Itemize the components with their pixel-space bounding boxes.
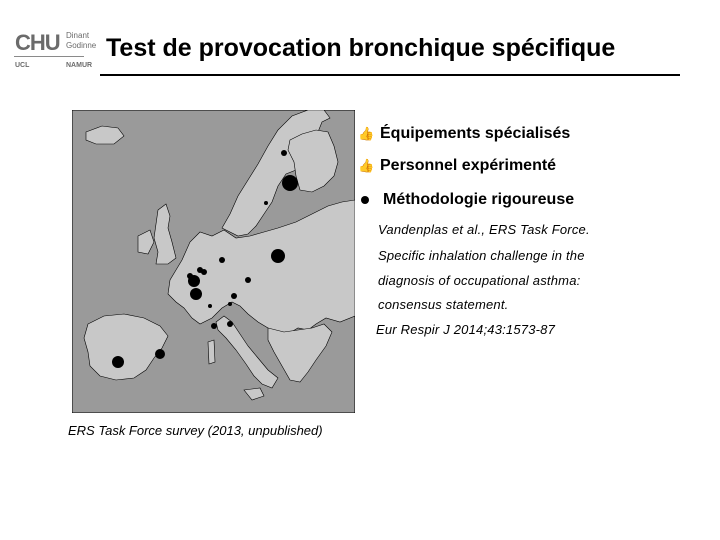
survey-marker	[231, 293, 237, 299]
bullet-methodology	[358, 191, 574, 209]
logo-namur-text: NAMUR	[66, 62, 93, 69]
survey-marker	[208, 304, 212, 308]
survey-marker	[211, 323, 217, 329]
survey-marker	[245, 277, 251, 283]
survey-marker	[271, 249, 285, 263]
survey-marker	[227, 321, 233, 327]
survey-marker	[282, 175, 298, 191]
logo-place-godinne: Godinne	[66, 41, 97, 50]
europe-map	[72, 110, 355, 413]
bullet-equipment	[358, 125, 570, 143]
survey-marker	[219, 257, 225, 263]
logo-place-dinant: Dinant	[66, 31, 90, 40]
survey-marker	[281, 150, 287, 156]
survey-marker	[201, 269, 207, 275]
survey-marker	[190, 288, 202, 300]
bullet-text: Équipements spécialisés	[380, 125, 571, 142]
survey-marker	[264, 201, 268, 205]
reference-line: diagnosis of occupational asthma:	[378, 273, 581, 288]
logo-divider	[14, 56, 84, 57]
title-underline	[100, 74, 680, 76]
bullet-text: Méthodologie rigoureuse	[383, 191, 575, 208]
slide-title: Test de provocation bronchique spécifique	[106, 34, 616, 62]
survey-marker	[228, 302, 232, 306]
survey-marker	[155, 349, 165, 359]
reference-line: Specific inhalation challenge in the	[378, 248, 585, 263]
thumbs-up-icon: 👍	[358, 126, 375, 141]
logo-chu-text: CHU	[15, 30, 60, 55]
map-land-corsica-sardinia	[208, 340, 215, 364]
reference-citation: Eur Respir J 2014;43:1573-87	[376, 322, 556, 337]
logo-ucl-text: UCL	[15, 62, 30, 69]
bullet-staff	[358, 157, 556, 175]
reference-line: Vandenplas et al., ERS Task Force.	[378, 222, 590, 237]
map-caption: ERS Task Force survey (2013, unpublished)	[68, 423, 323, 438]
bullet-text: Personnel expérimenté	[380, 157, 557, 174]
reference-line: consensus statement.	[378, 297, 509, 312]
thumbs-up-icon: 👍	[358, 158, 375, 173]
survey-marker	[187, 273, 193, 279]
dot-icon	[361, 196, 369, 204]
chu-logo	[12, 28, 97, 76]
survey-marker	[112, 356, 124, 368]
